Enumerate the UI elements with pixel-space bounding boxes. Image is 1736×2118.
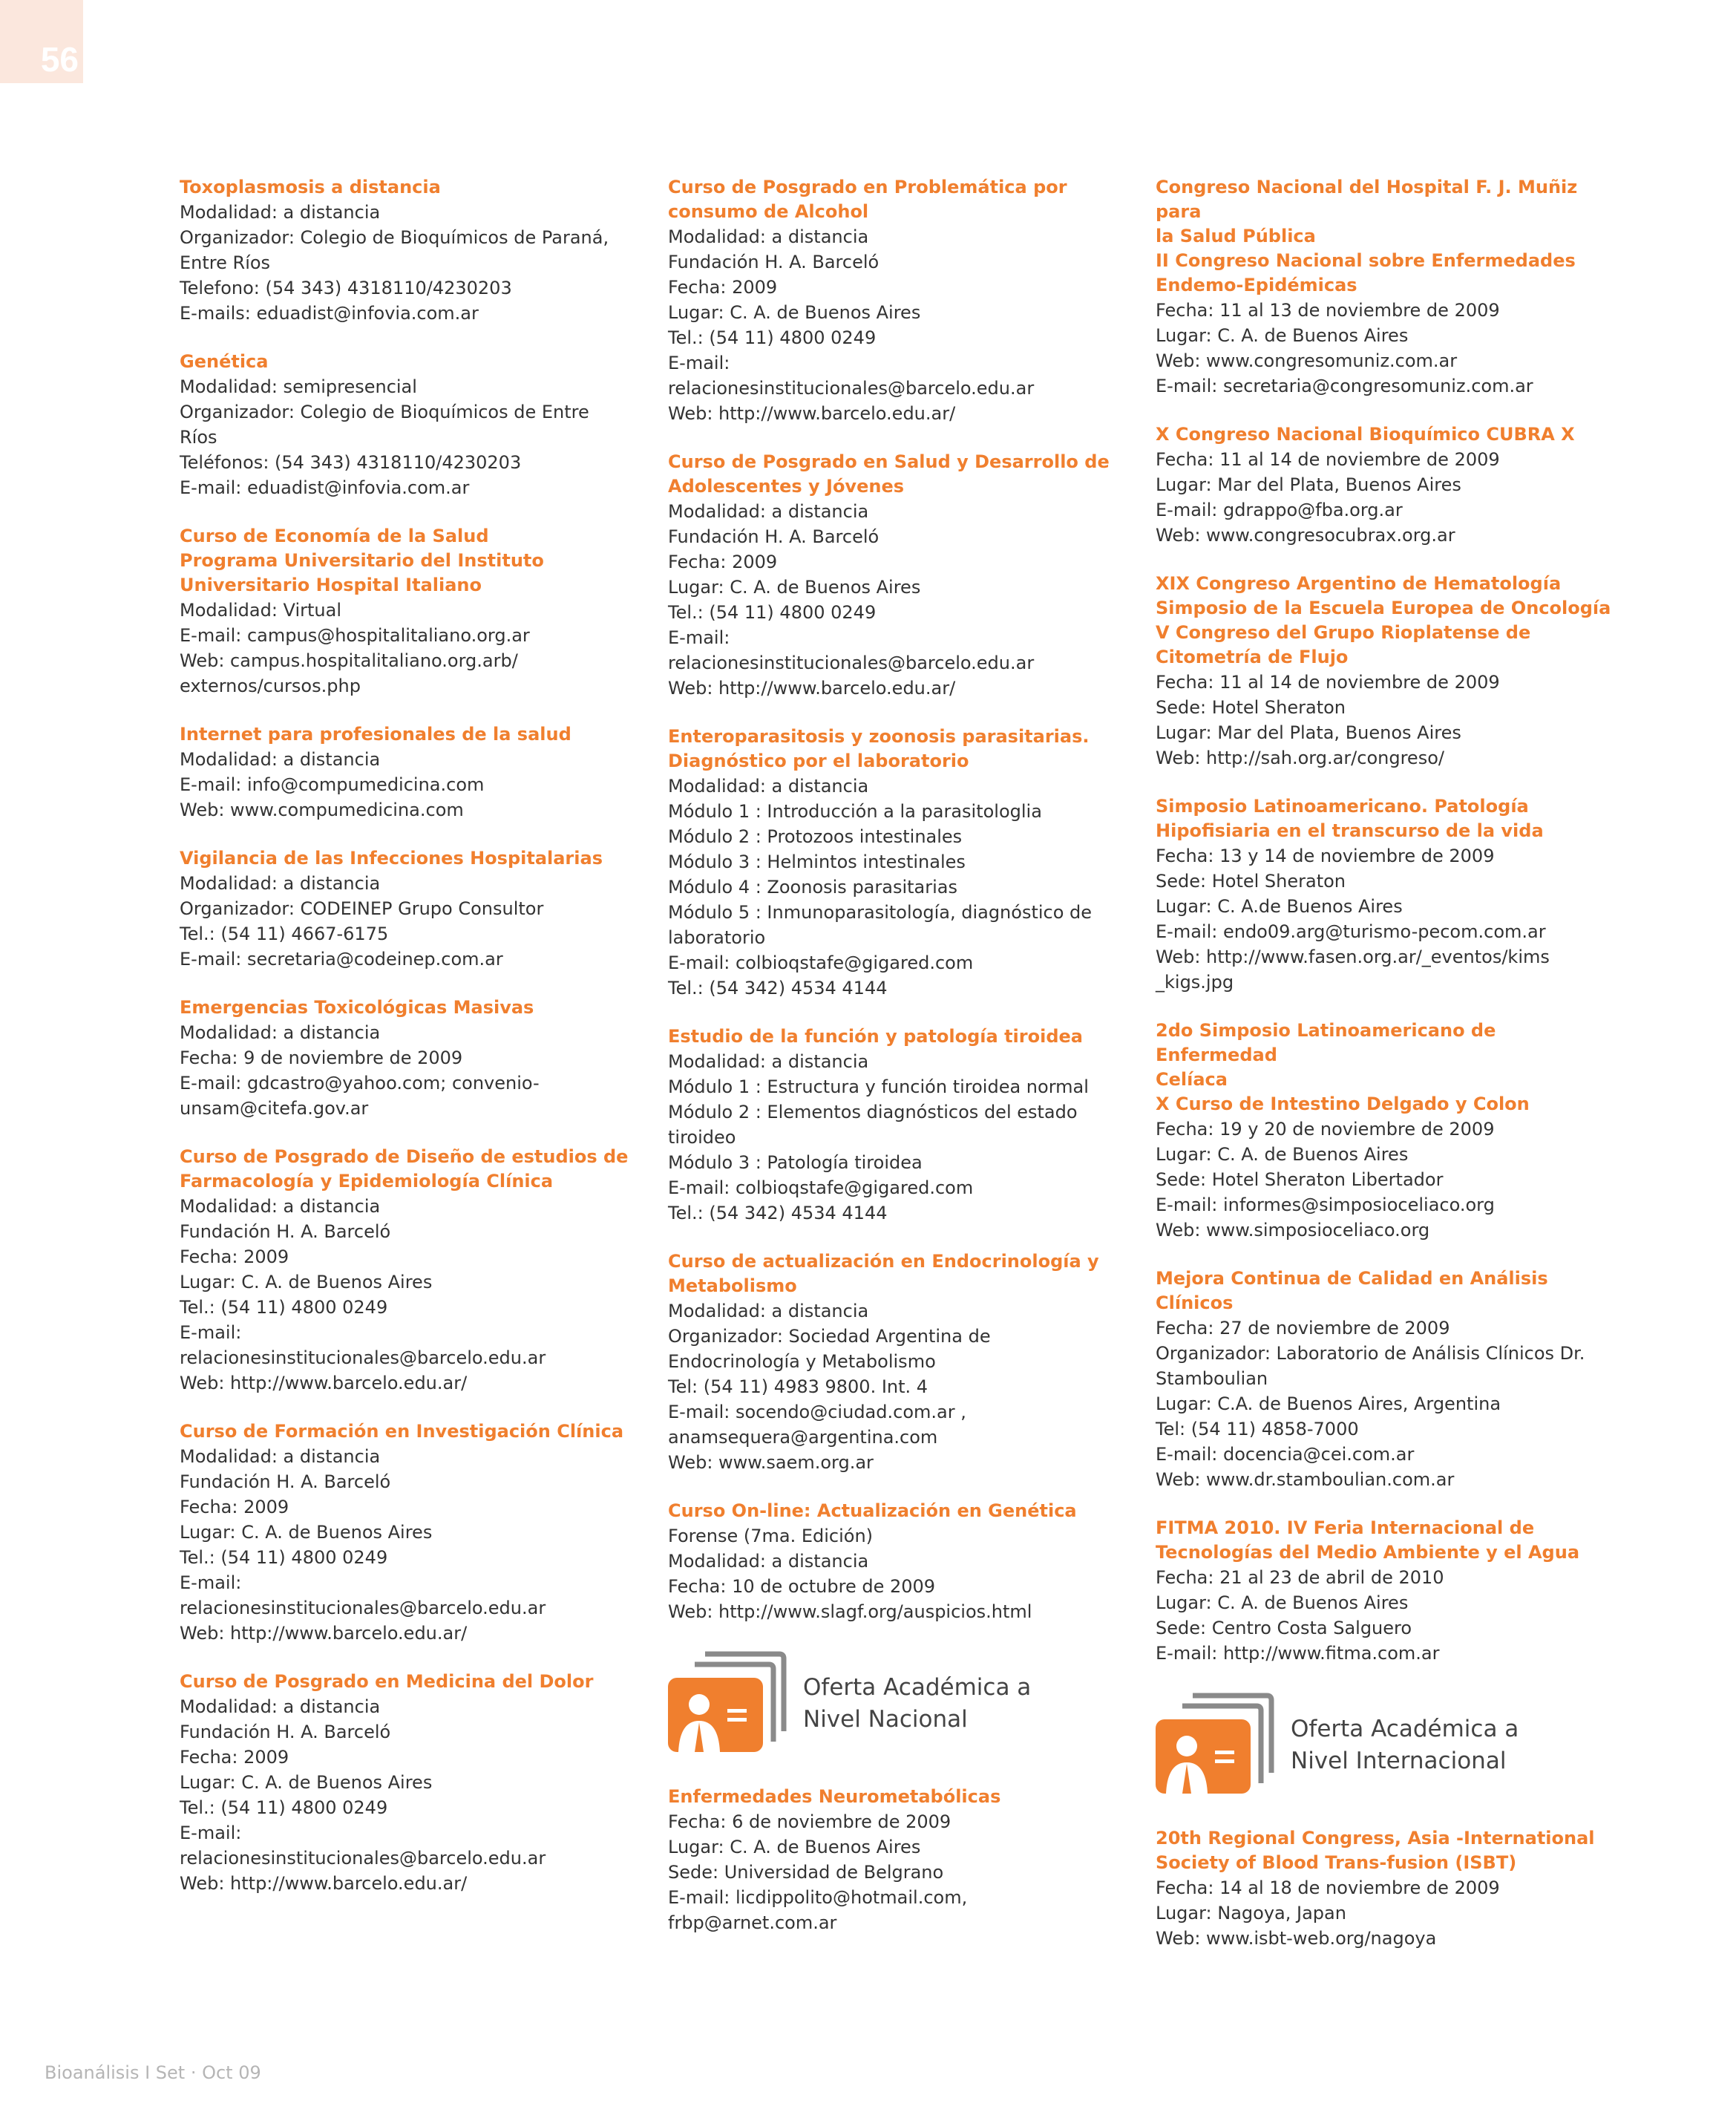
event-title: Internet para profesionales de la salud <box>180 724 571 745</box>
event-detail[interactable]: Web: http://sah.org.ar/congreso/ <box>1156 748 1444 768</box>
event-title: Adolescentes y Jóvenes <box>668 476 904 497</box>
event-entry <box>180 722 640 823</box>
event-detail: Fecha: 14 al 18 de noviembre de 2009 <box>1156 1877 1500 1898</box>
event-entry <box>1156 794 1616 995</box>
event-detail[interactable]: relacionesinstitucionales@barcelo.edu.ar <box>180 1848 546 1869</box>
section-label-line: Nivel Nacional <box>803 1706 968 1733</box>
event-entry <box>1156 1516 1616 1666</box>
event-detail: Tel: (54 11) 4858-7000 <box>1156 1419 1359 1439</box>
event-detail: Tel.: (54 342) 4534 4144 <box>668 978 888 998</box>
event-detail: Endocrinología y Metabolismo <box>668 1351 936 1372</box>
event-title: Curso de Posgrado en Problemática por <box>668 177 1067 197</box>
event-detail: Tel.: (54 342) 4534 4144 <box>668 1203 888 1223</box>
event-title: Curso de Posgrado en Salud y Desarrollo de <box>668 451 1110 472</box>
event-title: Society of Blood Trans-fusion (ISBT) <box>1156 1852 1517 1873</box>
event-detail: Sede: Hotel Sheraton <box>1156 697 1346 718</box>
event-title: Endemo-Epidémicas <box>1156 275 1357 295</box>
event-title: Curso On-line: Actualización en Genética <box>668 1500 1077 1521</box>
event-detail: E-mail: <box>180 1322 242 1343</box>
event-detail: Modalidad: a distancia <box>180 202 381 223</box>
event-detail: Módulo 1 : Introducción a la parasitologlia <box>668 801 1042 822</box>
event-title: la Salud Pública <box>1156 226 1316 246</box>
event-detail: Fundación H. A. Barceló <box>180 1221 391 1242</box>
event-title: X Curso de Intestino Delgado y Colon <box>1156 1094 1530 1114</box>
event-detail: Fundación H. A. Barceló <box>668 526 880 547</box>
event-detail: Lugar: C. A. de Buenos Aires <box>1156 325 1409 346</box>
event-title: Hipofisiaria en el transcurso de la vida <box>1156 820 1544 841</box>
event-detail: Fecha: 11 al 14 de noviembre de 2009 <box>1156 672 1500 693</box>
event-detail: Fecha: 2009 <box>180 1246 289 1267</box>
event-entry <box>1156 1019 1616 1243</box>
academic-offer-icon <box>668 1648 794 1759</box>
event-detail: Fecha: 11 al 14 de noviembre de 2009 <box>1156 449 1500 470</box>
event-detail: Lugar: C. A. de Buenos Aires <box>180 1522 433 1543</box>
event-detail: E-mail: <box>668 353 730 373</box>
event-entry <box>1156 422 1616 548</box>
column-1 <box>180 175 640 1920</box>
event-detail: Lugar: Mar del Plata, Buenos Aires <box>1156 474 1461 495</box>
event-entry <box>180 350 640 500</box>
event-title: Tecnologías del Medio Ambiente y el Agua <box>1156 1542 1580 1563</box>
event-detail: Fecha: 2009 <box>180 1497 289 1517</box>
event-detail[interactable]: E-mail: gdcastro@yahoo.com; convenio- <box>180 1073 540 1094</box>
event-detail: Sede: Hotel Sheraton <box>1156 871 1346 892</box>
event-detail: Módulo 2 : Protozoos intestinales <box>668 826 963 847</box>
event-detail: Tel: (54 11) 4983 9800. Int. 4 <box>668 1376 928 1397</box>
section-label <box>803 1672 1031 1736</box>
event-detail: Modalidad: a distancia <box>668 226 869 247</box>
event-detail[interactable]: E-mail: colbioqstafe@gigared.com <box>668 952 974 973</box>
event-entry <box>668 175 1128 426</box>
event-detail: Lugar: C. A. de Buenos Aires <box>180 1772 433 1793</box>
section-heading <box>1156 1690 1616 1801</box>
event-detail[interactable]: Web: http://www.fasen.org.ar/_eventos/kims <box>1156 947 1550 967</box>
section-label-line: Oferta Académica a <box>803 1674 1032 1701</box>
event-detail: Web: campus.hospitalitaliano.org.arb/ <box>180 650 518 671</box>
event-detail: Sede: Centro Costa Salguero <box>1156 1618 1412 1638</box>
event-entry <box>180 1419 640 1646</box>
event-title: Simposio Latinoamericano. Patología <box>1156 796 1529 817</box>
event-detail: Modalidad: a distancia <box>668 1301 869 1321</box>
event-detail: Tel.: (54 11) 4667-6175 <box>180 924 389 944</box>
event-detail: Modalidad: semipresencial <box>180 376 417 397</box>
event-title: 20th Regional Congress, Asia -International <box>1156 1828 1595 1849</box>
event-detail: Modalidad: a distancia <box>668 1051 869 1072</box>
event-title: consumo de Alcohol <box>668 201 869 222</box>
section-label <box>1291 1713 1519 1777</box>
event-detail[interactable]: Web: www.isbt-web.org/nagoya <box>1156 1928 1437 1949</box>
event-detail: Organizador: CODEINEP Grupo Consultor <box>180 898 544 919</box>
event-detail: Módulo 5 : Inmunoparasitología, diagnóstico de <box>668 902 1093 923</box>
event-title: Citometría de Flujo <box>1156 647 1349 667</box>
event-detail: Lugar: C. A. de Buenos Aires <box>180 1272 433 1292</box>
event-detail: Lugar: C. A. de Buenos Aires <box>668 1837 921 1857</box>
event-detail: Lugar: C. A. de Buenos Aires <box>1156 1592 1409 1613</box>
event-detail[interactable]: frbp@arnet.com.ar <box>668 1912 837 1933</box>
event-title: Emergencias Toxicológicas Masivas <box>180 997 534 1018</box>
event-detail[interactable]: E-mail: licdippolito@hotmail.com, <box>668 1887 968 1908</box>
event-entry <box>668 1499 1128 1624</box>
section-label-line: Oferta Académica a <box>1291 1716 1519 1742</box>
event-detail: externos/cursos.php <box>180 676 361 696</box>
page-number: 56 <box>0 0 83 83</box>
event-detail: Modalidad: a distancia <box>668 776 869 797</box>
event-title: XIX Congreso Argentino de Hematología <box>1156 573 1562 594</box>
event-detail: Módulo 1 : Estructura y función tiroidea normal <box>668 1076 1089 1097</box>
event-detail: Fecha: 2009 <box>668 277 778 298</box>
event-detail[interactable]: relacionesinstitucionales@barcelo.edu.ar <box>668 653 1035 673</box>
event-title: V Congreso del Grupo Rioplatense de <box>1156 622 1531 643</box>
event-entry <box>180 524 640 699</box>
event-detail: Modalidad: a distancia <box>180 749 381 770</box>
event-detail: Lugar: C. A. de Buenos Aires <box>668 577 921 598</box>
event-detail: Tel.: (54 11) 4800 0249 <box>180 1297 388 1318</box>
event-title: Curso de actualización en Endocrinología y <box>668 1251 1099 1272</box>
event-detail: laboratorio <box>668 927 766 948</box>
event-entry <box>180 846 640 972</box>
event-detail: Lugar: C.A. de Buenos Aires, Argentina <box>1156 1393 1501 1414</box>
event-detail: Tel.: (54 11) 4800 0249 <box>180 1547 388 1568</box>
event-detail[interactable]: Web: http://www.barcelo.edu.ar/ <box>668 403 956 424</box>
event-entry <box>1156 175 1616 399</box>
event-detail: Fundación H. A. Barceló <box>668 252 880 272</box>
event-title: Congreso Nacional del Hospital F. J. Muñiz para <box>1156 177 1578 222</box>
event-title: Estudio de la función y patología tiroidea <box>668 1026 1083 1047</box>
event-detail[interactable]: Web: http://www.barcelo.edu.ar/ <box>668 678 956 699</box>
event-title: Mejora Continua de Calidad en Análisis Clínicos <box>1156 1268 1548 1313</box>
event-detail: Modalidad: a distancia <box>180 1446 381 1467</box>
event-entry <box>1156 1826 1616 1951</box>
event-detail: Lugar: C. A. de Buenos Aires <box>1156 1144 1409 1165</box>
event-title: Curso de Posgrado en Medicina del Dolor <box>180 1671 594 1692</box>
event-entry <box>1156 572 1616 771</box>
event-detail: Teléfonos: (54 343) 4318110/4230203 <box>180 452 522 473</box>
event-entry <box>668 1024 1128 1226</box>
event-entry <box>1156 1266 1616 1492</box>
event-entry <box>668 725 1128 1001</box>
event-detail: Módulo 4 : Zoonosis parasitarias <box>668 877 957 898</box>
event-detail[interactable]: relacionesinstitucionales@barcelo.edu.ar <box>180 1347 546 1368</box>
event-detail: Fundación H. A. Barceló <box>180 1471 391 1492</box>
event-detail: Lugar: C. A. de Buenos Aires <box>668 302 921 323</box>
event-detail[interactable]: E-mail: socendo@ciudad.com.ar , <box>668 1402 966 1422</box>
event-title: Genética <box>180 351 269 372</box>
event-detail: Modalidad: a distancia <box>180 873 381 894</box>
event-detail: Módulo 2 : Elementos diagnósticos del estado <box>668 1102 1078 1122</box>
event-detail: Lugar: Mar del Plata, Buenos Aires <box>1156 722 1461 743</box>
event-title: Curso de Formación en Investigación Clínica <box>180 1421 624 1442</box>
event-detail[interactable]: E-mail: docencia@cei.com.ar <box>1156 1444 1415 1465</box>
event-detail[interactable]: E-mail: endo09.arg@turismo-pecom.com.ar <box>1156 921 1546 942</box>
event-detail: Fecha: 2009 <box>668 552 778 572</box>
event-detail: Ríos <box>180 427 217 448</box>
academic-offer-icon <box>1156 1690 1282 1801</box>
event-title: X Congreso Nacional Bioquímico CUBRA X <box>1156 424 1575 445</box>
event-title: Farmacología y Epidemiología Clínica <box>180 1171 554 1192</box>
event-detail: Modalidad: a distancia <box>668 1551 869 1572</box>
event-detail[interactable]: Web: http://www.slagf.org/auspicios.html <box>668 1601 1032 1622</box>
event-detail[interactable]: relacionesinstitucionales@barcelo.edu.ar <box>180 1598 546 1618</box>
event-detail: Lugar: Nagoya, Japan <box>1156 1903 1346 1923</box>
event-title: Curso de Posgrado de Diseño de estudios de <box>180 1146 629 1167</box>
event-detail: Sede: Universidad de Belgrano <box>668 1862 944 1883</box>
event-detail[interactable]: E-mail: gdrappo@fba.org.ar <box>1156 500 1403 520</box>
event-detail[interactable]: Web: http://www.barcelo.edu.ar/ <box>180 1873 468 1894</box>
section-heading <box>668 1648 1128 1759</box>
event-detail[interactable]: E-mail: colbioqstafe@gigared.com <box>668 1177 974 1198</box>
event-title: Simposio de la Escuela Europea de Oncología <box>1156 598 1611 618</box>
event-detail[interactable]: Web: www.dr.stamboulian.com.ar <box>1156 1469 1455 1490</box>
event-detail: Stamboulian <box>1156 1368 1268 1389</box>
event-detail: _kigs.jpg <box>1156 972 1234 993</box>
event-detail: Fecha: 27 de noviembre de 2009 <box>1156 1318 1450 1339</box>
event-title: Programa Universitario del Instituto <box>180 550 544 571</box>
event-detail[interactable]: E-mail: informes@simposioceliaco.org <box>1156 1194 1495 1215</box>
event-title: Curso de Economía de la Salud <box>180 526 489 546</box>
event-detail[interactable]: E-mail: http://www.fitma.com.ar <box>1156 1643 1440 1664</box>
event-detail[interactable]: anamsequera@argentina.com <box>668 1427 938 1448</box>
event-detail: Fecha: 19 y 20 de noviembre de 2009 <box>1156 1119 1495 1140</box>
event-detail: Tel.: (54 11) 4800 0249 <box>668 327 877 348</box>
event-detail: Telefono: (54 343) 4318110/4230203 <box>180 278 512 298</box>
event-detail: Fecha: 11 al 13 de noviembre de 2009 <box>1156 300 1500 321</box>
event-detail[interactable]: Web: http://www.barcelo.edu.ar/ <box>180 1373 468 1393</box>
event-detail: Entre Ríos <box>180 252 271 273</box>
event-title: FITMA 2010. IV Feria Internacional de <box>1156 1517 1535 1538</box>
event-detail: Módulo 3 : Helmintos intestinales <box>668 852 966 872</box>
event-detail[interactable]: Web: www.compumedicina.com <box>180 800 464 820</box>
event-detail: E-mail: <box>180 1572 242 1593</box>
event-detail: Forense (7ma. Edición) <box>668 1526 874 1546</box>
event-detail[interactable]: Web: www.congresomuniz.com.ar <box>1156 350 1458 371</box>
event-detail: Modalidad: Virtual <box>180 600 341 621</box>
event-title: Vigilancia de las Infecciones Hospitalarias <box>180 848 603 869</box>
event-detail: Organizador: Colegio de Bioquímicos de Paraná, <box>180 227 609 248</box>
event-detail: Tel.: (54 11) 4800 0249 <box>180 1797 388 1818</box>
event-detail: Fecha: 21 al 23 de abril de 2010 <box>1156 1567 1444 1588</box>
event-detail[interactable]: E-mail: secretaria@codeinep.com.ar <box>180 949 503 970</box>
event-detail: Modalidad: a distancia <box>180 1196 381 1217</box>
event-detail[interactable]: E-mail: info@compumedicina.com <box>180 774 485 795</box>
column-3 <box>1156 175 1616 1975</box>
event-detail: Módulo 3 : Patología tiroidea <box>668 1152 923 1173</box>
event-detail[interactable]: E-mail: secretaria@congresomuniz.com.ar <box>1156 376 1533 396</box>
event-detail[interactable]: Web: www.simposioceliaco.org <box>1156 1220 1430 1241</box>
event-entry <box>180 996 640 1121</box>
event-entry <box>180 1670 640 1896</box>
event-detail: Organizador: Sociedad Argentina de <box>668 1326 991 1347</box>
event-detail: Organizador: Colegio de Bioquímicos de Entre <box>180 402 589 422</box>
event-detail: Modalidad: a distancia <box>180 1022 381 1043</box>
event-entry <box>180 175 640 326</box>
event-detail[interactable]: E-mail: campus@hospitalitaliano.org.ar <box>180 625 530 646</box>
event-detail: Fecha: 9 de noviembre de 2009 <box>180 1047 463 1068</box>
event-detail[interactable]: unsam@citefa.gov.ar <box>180 1098 369 1119</box>
event-title: Diagnóstico por el laboratorio <box>668 751 969 771</box>
event-detail: Lugar: C. A.de Buenos Aires <box>1156 896 1403 917</box>
event-detail[interactable]: E-mails: eduadist@infovia.com.ar <box>180 303 479 324</box>
event-entry <box>180 1145 640 1396</box>
event-detail[interactable]: Web: http://www.barcelo.edu.ar/ <box>180 1623 468 1644</box>
event-detail: E-mail: <box>668 627 730 648</box>
event-title: Celíaca <box>1156 1069 1228 1090</box>
event-detail: Tel.: (54 11) 4800 0249 <box>668 602 877 623</box>
event-detail: tiroideo <box>668 1127 736 1148</box>
event-detail: Fecha: 6 de noviembre de 2009 <box>668 1811 951 1832</box>
event-entry <box>668 1785 1128 1935</box>
section-label-line: Nivel Internacional <box>1291 1748 1507 1774</box>
column-2 <box>668 175 1128 1959</box>
event-detail[interactable]: Web: www.saem.org.ar <box>668 1452 874 1473</box>
event-title: Metabolismo <box>668 1275 797 1296</box>
event-detail: Organizador: Laboratorio de Análisis Clínicos Dr. <box>1156 1343 1585 1364</box>
event-detail: E-mail: <box>180 1823 242 1843</box>
event-title: 2do Simposio Latinoamericano de Enfermedad <box>1156 1020 1496 1065</box>
event-title: II Congreso Nacional sobre Enfermedades <box>1156 250 1576 271</box>
event-entry <box>668 1249 1128 1475</box>
event-detail[interactable]: relacionesinstitucionales@barcelo.edu.ar <box>668 378 1035 399</box>
event-detail[interactable]: E-mail: eduadist@infovia.com.ar <box>180 477 470 498</box>
event-title: Enfermedades Neurometabólicas <box>668 1786 1001 1807</box>
event-detail: Fecha: 13 y 14 de noviembre de 2009 <box>1156 846 1495 866</box>
event-title: Toxoplasmosis a distancia <box>180 177 441 197</box>
event-detail: Modalidad: a distancia <box>668 501 869 522</box>
event-entry <box>668 450 1128 701</box>
event-detail: Modalidad: a distancia <box>180 1696 381 1717</box>
footer-text: Bioanálisis I Set · Oct 09 <box>45 2062 261 2083</box>
event-detail: Fundación H. A. Barceló <box>180 1722 391 1742</box>
event-detail: Fecha: 10 de octubre de 2009 <box>668 1576 936 1597</box>
event-detail[interactable]: Web: www.congresocubrax.org.ar <box>1156 525 1455 546</box>
event-detail: Sede: Hotel Sheraton Libertador <box>1156 1169 1444 1190</box>
event-title: Enteroparasitosis y zoonosis parasitarias. <box>668 726 1090 747</box>
event-title: Universitario Hospital Italiano <box>180 575 482 595</box>
event-detail: Fecha: 2009 <box>180 1747 289 1768</box>
